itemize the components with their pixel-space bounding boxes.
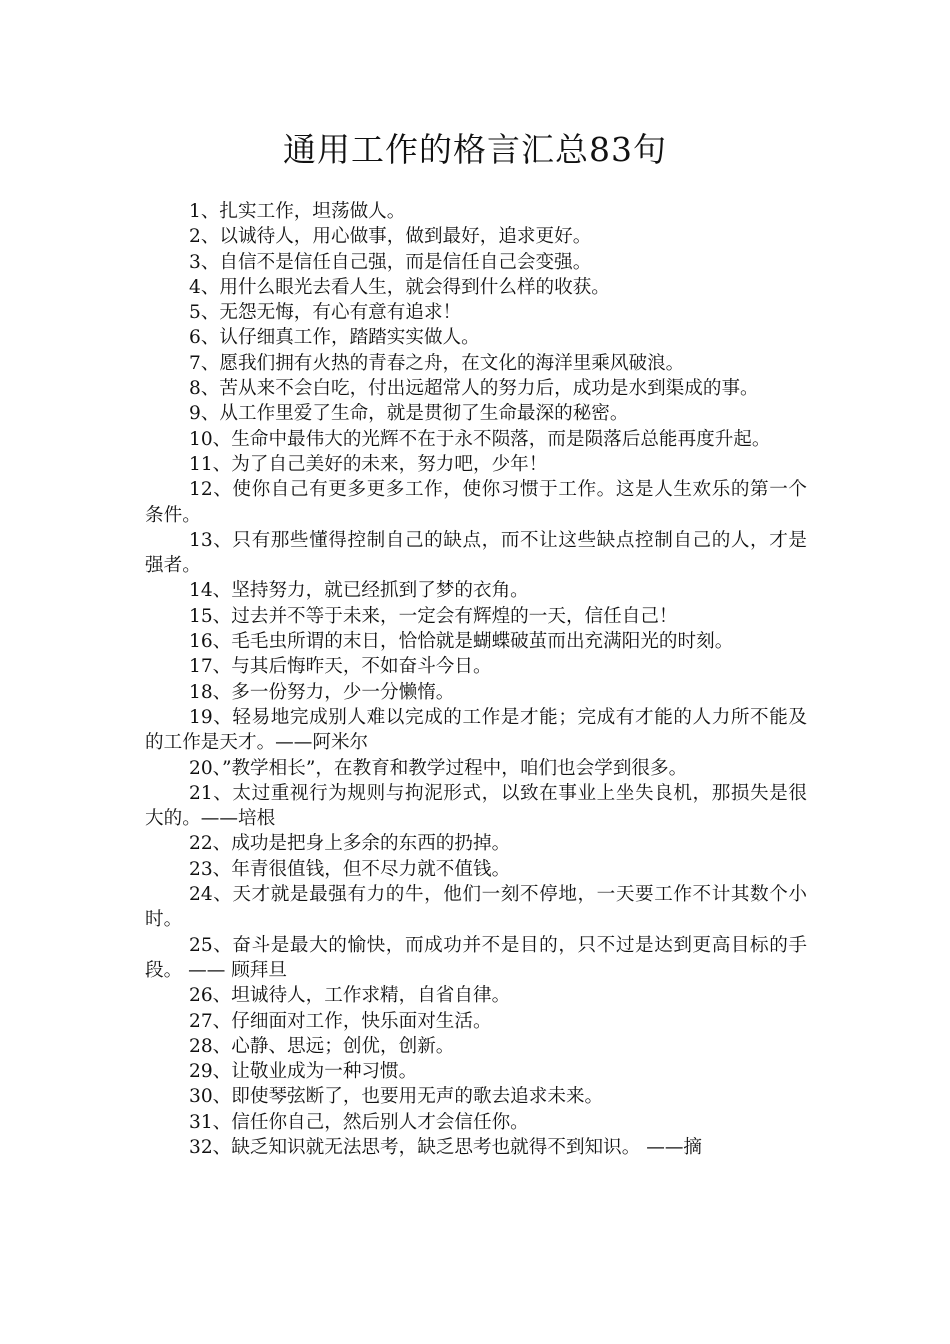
list-item: 30、即使琴弦断了，也要用无声的歌去追求未来。 (189, 1086, 604, 1108)
list-item: 19、轻易地完成别人难以完成的工作是才能；完成有才能的人力所不能及的工作是天才。——阿米尔 (145, 706, 807, 754)
list-item: 25、奋斗是最大的愉快，而成功并不是目的，只不过是达到更高目标的手段。 —— 顾拜旦 (145, 934, 807, 981)
list-item: 24、天才就是最强有力的牛，他们一刻不停地，一天要工作不计其数个小时。 (145, 884, 807, 931)
list-item: 29、让敬业成为一种习惯。 (189, 1061, 418, 1083)
list-item: 11、为了自己美好的未来，努力吧，少年！ (189, 453, 548, 475)
list-item: 12、使你自己有更多更多工作，使你习惯于工作。这是人生欢乐的第一个条件。 (145, 479, 807, 526)
list-item: 2、以诚待人，用心做事，做到最好，追求更好。 (189, 226, 592, 248)
list-item: 18、多一份努力，少一分懒惰。 (189, 681, 455, 703)
list-item: 1、扎实工作，坦荡做人。 (189, 201, 406, 222)
list-item: 15、过去并不等于未来，一定会有辉煌的一天，信任自己！ (189, 605, 678, 627)
list-item: 26、坦诚待人，工作求精，自省自律。 (189, 985, 511, 1007)
list-item: 27、仔细面对工作，快乐面对生活。 (189, 1010, 492, 1032)
list-item: 17、与其后悔昨天，不如奋斗今日。 (189, 656, 492, 678)
list-item: 28、心静、思远；创优，创新。 (189, 1035, 455, 1057)
list-item: 7、愿我们拥有火热的青春之舟，在文化的海洋里乘风破浪。 (189, 352, 685, 374)
list-item: 21、太过重视行为规则与拘泥形式，以致在事业上坐失良机，那损失是很大的。——培根 (145, 782, 807, 830)
list-item: 22、成功是把身上多余的东西的扔掉。 (189, 833, 511, 855)
list-item: 10、生命中最伟大的光辉不在于永不陨落，而是陨落后总能再度升起。 (189, 428, 771, 450)
list-item: 14、坚持努力，就已经抓到了梦的衣角。 (189, 580, 529, 602)
document-title: 通用工作的格言汇总83句 (283, 130, 667, 169)
list-item: 31、信任你自己，然后别人才会信任你。 (189, 1111, 529, 1133)
list-item: 13、只有那些懂得控制自己的缺点，而不让这些缺点控制自己的人，才是强者。 (145, 529, 807, 577)
list-item: 4、用什么眼光去看人生，就会得到什么样的收获。 (189, 276, 610, 298)
list-item: 20、”教学相长”，在教育和教学过程中，咱们也会学到很多。 (189, 757, 688, 779)
list-item: 23、年青很值钱，但不尽力就不值钱。 (189, 858, 511, 880)
list-item: 9、从工作里爱了生命，就是贯彻了生命最深的秘密。 (189, 403, 629, 425)
list-item: 32、缺乏知识就无法思考，缺乏思考也就得不到知识。 ——摘 (189, 1136, 703, 1158)
list-item: 5、无怨无悔，有心有意有追求！ (189, 302, 462, 324)
list-item: 8、苦从来不会白吃，付出远超常人的努力后，成功是水到渠成的事。 (189, 378, 759, 400)
list-item: 3、自信不是信任自己强，而是信任自己会变强。 (189, 251, 592, 273)
document-body (145, 199, 807, 1160)
list-item: 6、认仔细真工作，踏踏实实做人。 (189, 327, 480, 349)
list-item: 16、毛毛虫所谓的末日，恰恰就是蝴蝶破茧而出充满阳光的时刻。 (189, 631, 734, 653)
